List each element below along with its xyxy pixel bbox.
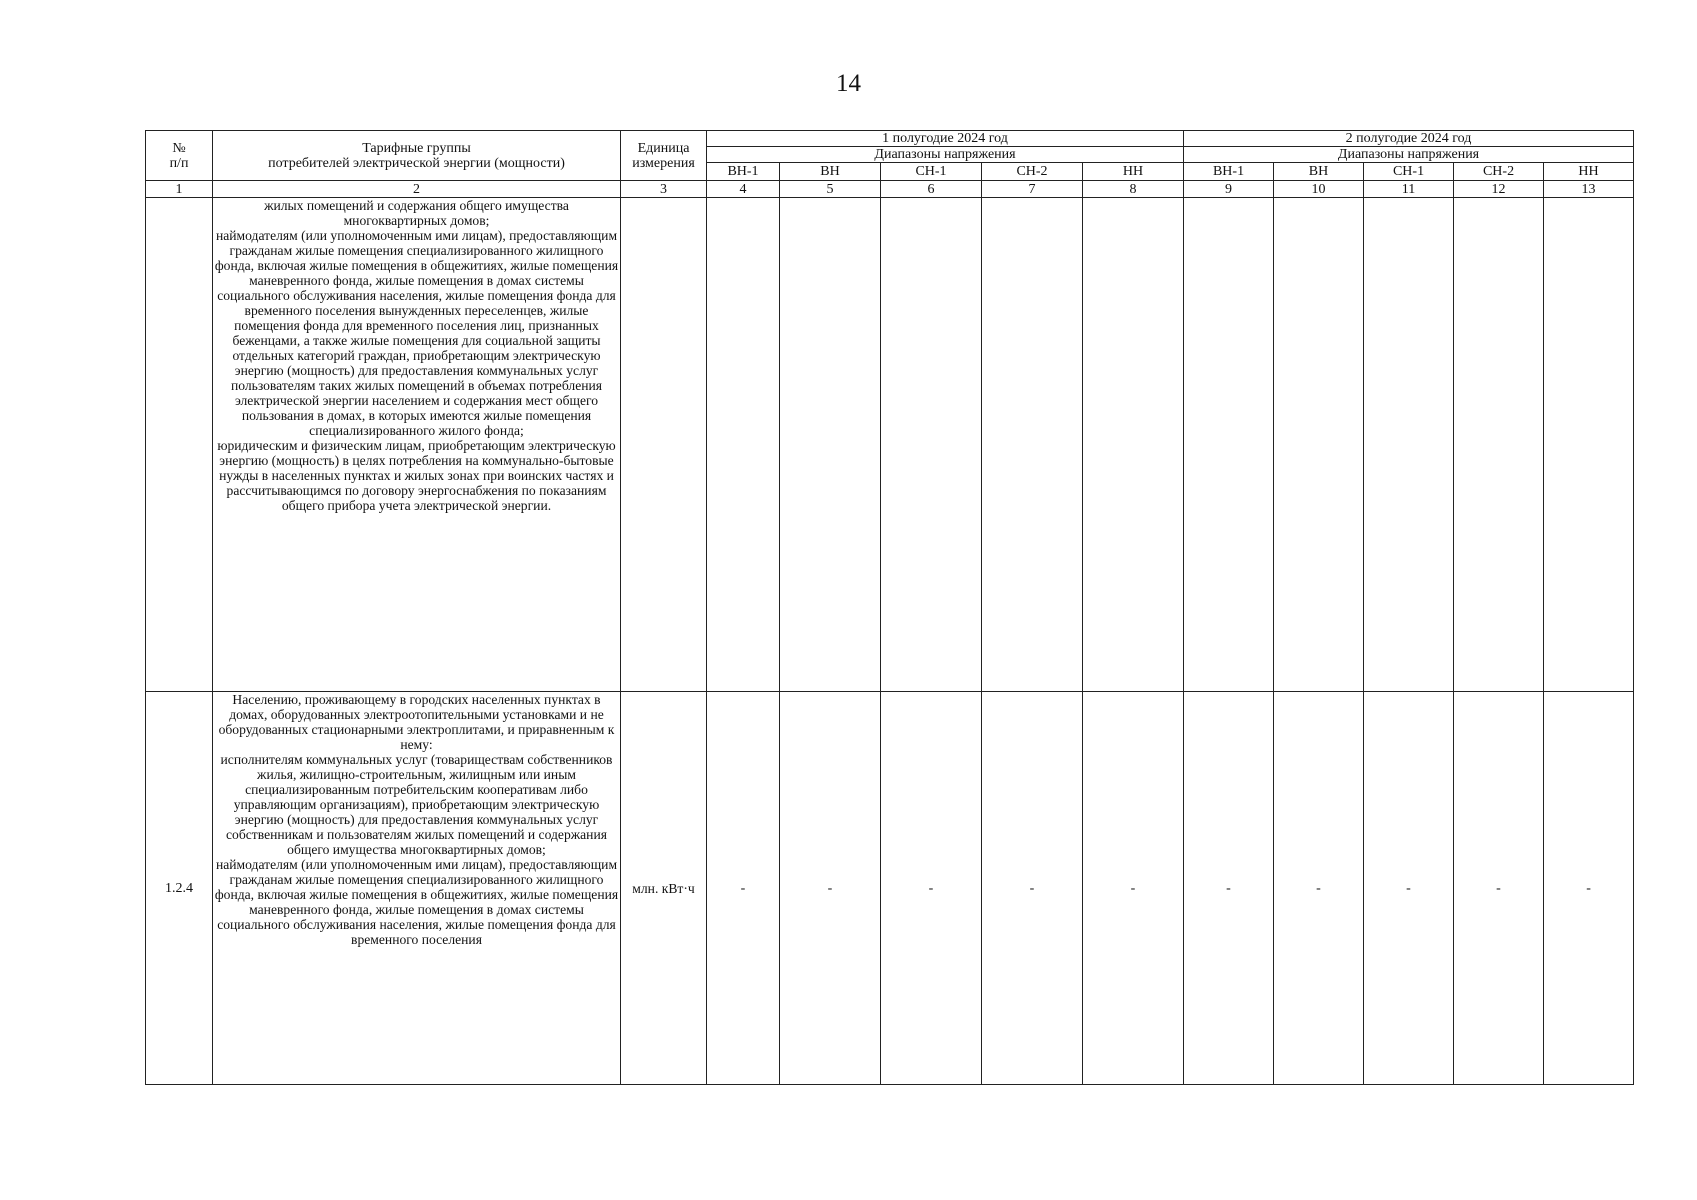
header-level: СН-1: [1364, 163, 1454, 181]
col-number: 8: [1083, 181, 1184, 198]
description-paragraph: исполнителям коммунальных услуг (товариществам собственников жилья, жилищно-строительным, жилищным или иным специализированным потребительским кооперативам либо управляющим организациям), приобретающим электрическую энергию (мощность) для предоставления коммунальных услуг собственникам и пользователям жилых помещений и содержания общего имущества многоквартирных домов;: [220, 752, 613, 857]
value-cell: -: [1184, 692, 1274, 1085]
value-cell: [707, 198, 780, 692]
description-paragraph: наймодателям (или уполномоченным ими лицам), предоставляющим гражданам жилые помещения специализированного жилищного фонда, включая жилые помещения в общежитиях, жилые помещения маневренного фонда, жилые помещения в домах системы социального обслуживания населения, жилые помещения фонда для временного поселения: [214, 857, 619, 947]
description-paragraph: наймодателям (или уполномоченным ими лицам), предоставляющим гражданам жилые помещения специализированного жилищного фонда, включая жилые помещения в общежитиях, жилые помещения маневренного фонда, жилые помещения в домах системы социального обслуживания населения, жилые помещения фонда для временного поселения вынужденных переселенцев, жилые помещения фонда для временного поселения лиц, признанных беженцами, а также жилые помещения для социальной защиты отдельных категорий граждан, приобретающим электрическую энергию (мощность) для предоставления коммунальных услуг пользователям таких жилых помещений в объемах потребления электрической энергии населением и содержания мест общего пользования в домах, в которых имеются жилые помещения специализированного жилого фонда;: [214, 228, 619, 438]
header-level: НН: [1083, 163, 1184, 181]
col-number: 12: [1454, 181, 1544, 198]
header-ranges-2: Диапазоны напряжения: [1184, 147, 1634, 163]
value-cell: [881, 198, 982, 692]
value-cell: -: [1274, 692, 1364, 1085]
value-cell: -: [881, 692, 982, 1085]
col-number: 9: [1184, 181, 1274, 198]
value-cell: -: [1364, 692, 1454, 1085]
col-number: 3: [621, 181, 707, 198]
value-cell: -: [982, 692, 1083, 1085]
row-description: [213, 692, 621, 1085]
row-unit: [621, 198, 707, 692]
header-level: ВН: [780, 163, 881, 181]
table-row: [146, 692, 1634, 1085]
col-number: 5: [780, 181, 881, 198]
header-level: СН-2: [982, 163, 1083, 181]
row-num: 1.2.4: [146, 692, 213, 1085]
header-groups-col: Тарифные группы потребителей электрической энергии (мощности): [213, 131, 621, 181]
col-number: 10: [1274, 181, 1364, 198]
value-cell: -: [1083, 692, 1184, 1085]
table-row: [146, 198, 1634, 692]
value-cell: [1544, 198, 1634, 692]
header-level: СН-2: [1454, 163, 1544, 181]
value-cell: [1184, 198, 1274, 692]
header-level: ВН: [1274, 163, 1364, 181]
value-cell: -: [707, 692, 780, 1085]
col-number: 7: [982, 181, 1083, 198]
col-number: 6: [881, 181, 982, 198]
header-period-2: 2 полугодие 2024 год: [1184, 131, 1634, 147]
value-cell: [1274, 198, 1364, 692]
header-ranges-1: Диапазоны напряжения: [707, 147, 1184, 163]
value-cell: [780, 198, 881, 692]
value-cell: [1364, 198, 1454, 692]
header-num-col: № п/п: [146, 131, 213, 181]
row-description: [213, 198, 621, 692]
value-cell: [1083, 198, 1184, 692]
value-cell: -: [1454, 692, 1544, 1085]
col-number: 1: [146, 181, 213, 198]
value-cell: -: [1544, 692, 1634, 1085]
header-level: ВН-1: [707, 163, 780, 181]
col-number: 11: [1364, 181, 1454, 198]
value-cell: [982, 198, 1083, 692]
value-cell: -: [780, 692, 881, 1085]
tariff-table: [145, 130, 1634, 1085]
page-number: 14: [836, 70, 861, 97]
header-period-1: 1 полугодие 2024 год: [707, 131, 1184, 147]
header-level: ВН-1: [1184, 163, 1274, 181]
row-num: [146, 198, 213, 692]
description-paragraph: Населению, проживающему в городских населенных пунктах в домах, оборудованных электроотопительными установками и не оборудованных стационарными электроплитами, и приравненным к нему:: [218, 692, 615, 752]
description-paragraph: юридическим и физическим лицам, приобретающим электрическую энергию (мощность) в целях потребления на коммунально-бытовые нужды в населенных пунктах и жилых зонах при воинских частях и рассчитывающимся по договору энергоснабжения по показаниям общего прибора учета электрической энергии.: [217, 438, 616, 513]
header-unit-col: Единица измерения: [621, 131, 707, 181]
description-paragraph: жилых помещений и содержания общего имущества многоквартирных домов;: [264, 198, 569, 228]
header-level: НН: [1544, 163, 1634, 181]
header-level: СН-1: [881, 163, 982, 181]
col-number: 13: [1544, 181, 1634, 198]
value-cell: [1454, 198, 1544, 692]
col-number: 2: [213, 181, 621, 198]
row-unit: млн. кВт·ч: [621, 692, 707, 1085]
col-number: 4: [707, 181, 780, 198]
